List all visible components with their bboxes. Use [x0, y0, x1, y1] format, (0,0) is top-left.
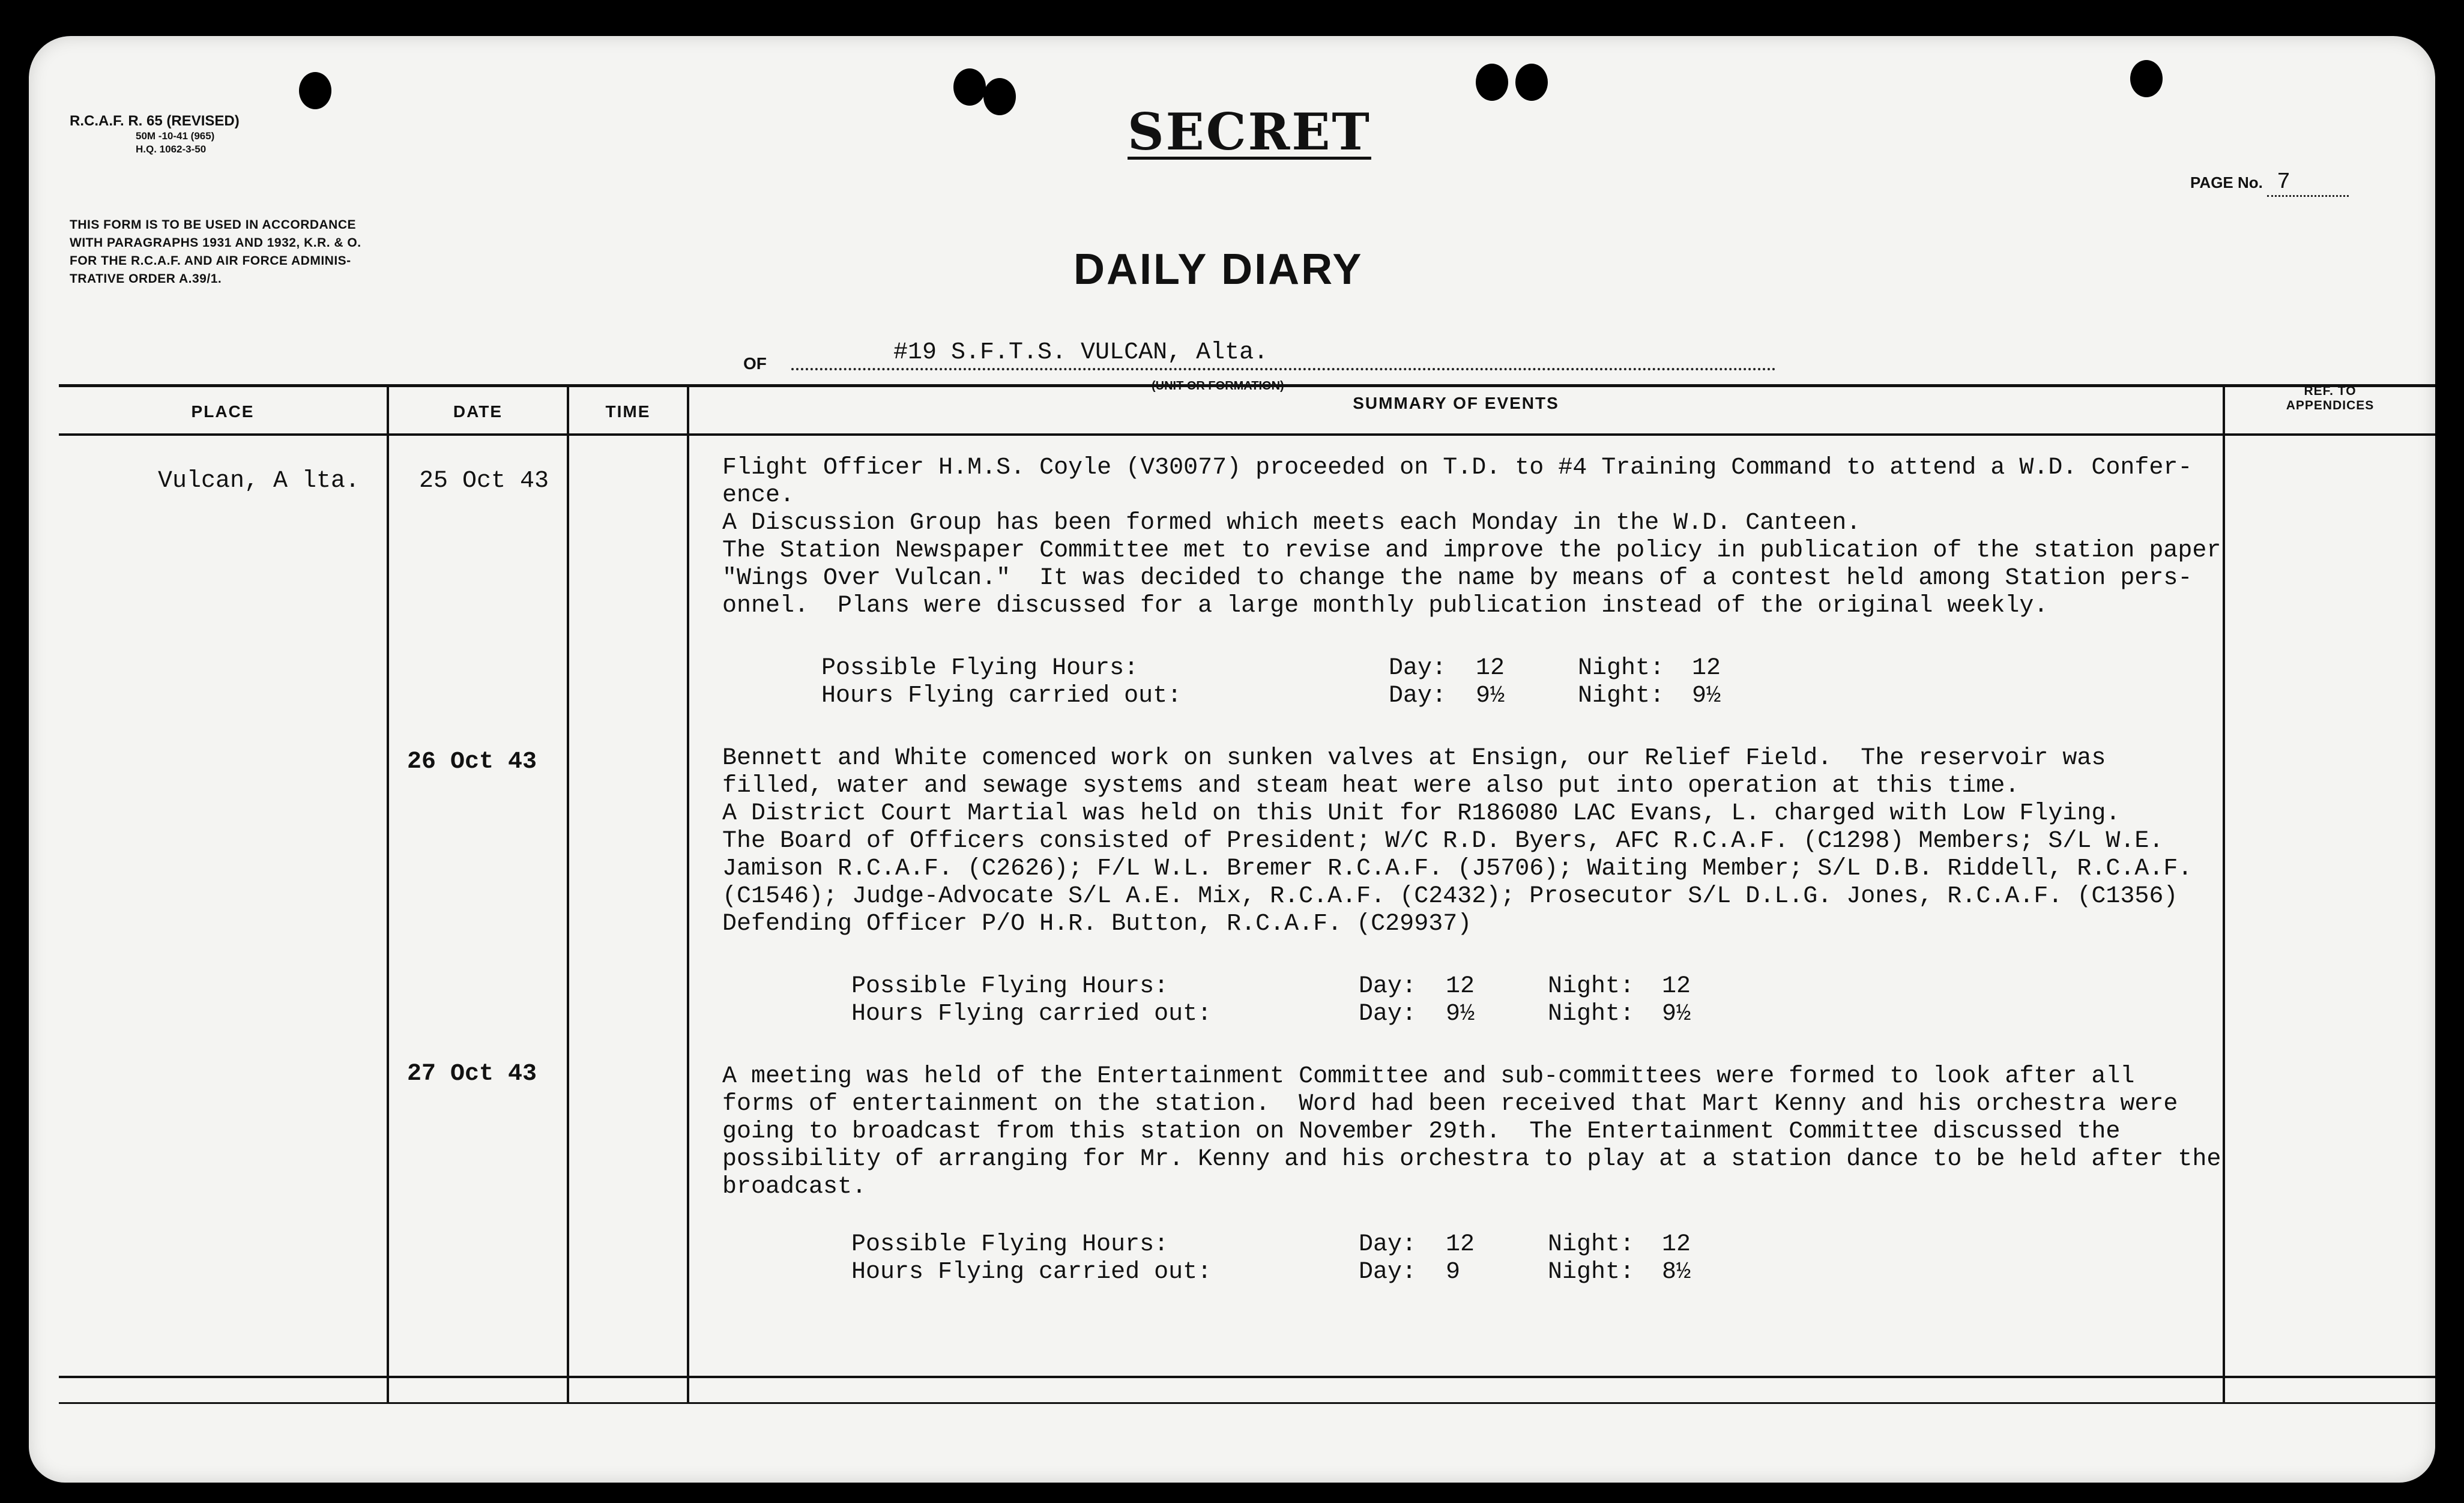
summary-line: "Wings Over Vulcan." It was decided to change the name by means of a contest held among Station pers-: [722, 565, 2193, 592]
night-label: Night:: [1548, 1231, 1635, 1258]
carried-night-value: 8½: [1662, 1259, 1691, 1286]
night-label: Night:: [1578, 682, 1665, 709]
punch-hole-5: [1515, 64, 1548, 101]
day-label: Day:: [1359, 1001, 1417, 1028]
possible-night-value: 12: [1692, 655, 1721, 682]
summary-line: A Discussion Group has been formed which meets each Monday in the W.D. Canteen.: [722, 510, 1861, 537]
possible-hours-label: Possible Flying Hours:: [851, 973, 1169, 1000]
form-reference: [70, 113, 240, 156]
table-top-rule: [59, 384, 2435, 387]
form-ref-line1: R.C.A.F. R. 65 (REVISED): [70, 113, 240, 129]
night-label: Night:: [1548, 1259, 1635, 1286]
summary-line: Defending Officer P/O H.R. Button, R.C.A.F. (C29937): [722, 911, 1472, 938]
possible-day-value: 12: [1446, 1231, 1475, 1258]
page-number: [2190, 169, 2349, 197]
entry-date: 26 Oct 43: [407, 748, 537, 776]
day-label: Day:: [1389, 655, 1447, 682]
summary-line: going to broadcast from this station on November 29th. The Entertainment Committee discussed the: [722, 1118, 2121, 1145]
summary-line: forms of entertainment on the station. Word had been received that Mart Kenny and his orchestra were: [722, 1091, 2178, 1118]
table-header-rule: [59, 433, 2435, 436]
instruction-line: THIS FORM IS TO BE USED IN ACCORDANCE: [70, 218, 357, 232]
column-header-summary: SUMMARY OF EVENTS: [1353, 394, 1559, 412]
possible-hours-label: Possible Flying Hours:: [821, 655, 1139, 682]
table-footer-rule: [59, 1402, 2435, 1404]
summary-line: Flight Officer H.M.S. Coyle (V30077) proceeded on T.D. to #4 Training Command to attend a W.D. Confer-: [722, 454, 2193, 481]
page-title: DAILY DIARY: [1073, 245, 1363, 294]
table-bottom-rule: [59, 1376, 2435, 1378]
punch-hole-6: [2130, 60, 2163, 97]
day-label: Day:: [1359, 973, 1417, 1000]
form-ref-line3: H.Q. 1062-3-50: [136, 143, 207, 155]
ref-header-line1: REF. TO: [2304, 384, 2357, 398]
summary-line: onnel. Plans were discussed for a large monthly publication instead of the original weekly.: [722, 592, 2049, 619]
carried-day-value: 9½: [1476, 682, 1505, 709]
entry-date: 27 Oct 43: [407, 1061, 537, 1088]
punch-hole-3: [983, 78, 1016, 115]
day-label: Day:: [1359, 1259, 1417, 1286]
possible-night-value: 12: [1662, 1231, 1691, 1258]
summary-line: The Board of Officers consisted of President; W/C R.D. Byers, AFC R.C.A.F. (C1298) Members; S/L W.E.: [722, 828, 2164, 855]
column-header-ref: [2225, 384, 2435, 413]
possible-day-value: 12: [1446, 973, 1475, 1000]
carried-hours-label: Hours Flying carried out:: [851, 1001, 1212, 1028]
classification-heading: SECRET: [1128, 102, 1371, 161]
carried-night-value: 9½: [1662, 1001, 1691, 1028]
day-label: Day:: [1389, 682, 1447, 709]
column-header-date: DATE: [453, 402, 503, 421]
column-divider-time: [687, 384, 689, 1402]
possible-day-value: 12: [1476, 655, 1505, 682]
unit-field: #19 S.F.T.S. VULCAN, Alta.: [791, 339, 1776, 370]
column-divider-summary: [2223, 384, 2225, 1402]
entry-place: Vulcan, A lta.: [158, 468, 360, 495]
day-label: Day:: [1359, 1231, 1417, 1258]
form-instructions: [70, 216, 361, 288]
entry-date: 25 Oct 43: [419, 468, 549, 495]
instruction-line: FOR THE R.C.A.F. AND AIR FORCE ADMINIS-: [70, 254, 351, 268]
carried-day-value: 9½: [1446, 1001, 1475, 1028]
carried-hours-label: Hours Flying carried out:: [851, 1259, 1212, 1286]
column-divider-place: [387, 384, 389, 1402]
night-label: Night:: [1548, 973, 1635, 1000]
carried-night-value: 9½: [1692, 682, 1721, 709]
instruction-line: TRATIVE ORDER A.39/1.: [70, 272, 222, 286]
summary-line: A District Court Martial was held on this Unit for R186080 LAC Evans, L. charged with Low Flying.: [722, 800, 2121, 827]
column-header-place: PLACE: [191, 402, 255, 421]
column-header-time: TIME: [605, 402, 651, 421]
punch-hole-1: [299, 72, 331, 109]
night-label: Night:: [1578, 655, 1665, 682]
summary-line: The Station Newspaper Committee met to revise and improve the policy in publication of the station paper: [722, 537, 2221, 564]
punch-hole-2: [953, 68, 986, 106]
punch-hole-4: [1476, 64, 1508, 101]
summary-line: (C1546); Judge-Advocate S/L A.E. Mix, R.C.A.F. (C2432); Prosecutor S/L D.L.G. Jones, R.C.A.F. (C1356): [722, 883, 2178, 910]
night-label: Night:: [1548, 1001, 1635, 1028]
summary-line: broadcast.: [722, 1173, 867, 1200]
instruction-line: WITH PARAGRAPHS 1931 AND 1932, K.R. & O.: [70, 236, 361, 250]
carried-hours-label: Hours Flying carried out:: [821, 682, 1182, 709]
form-ref-line2: 50M -10-41 (965): [136, 130, 215, 142]
of-label: OF: [743, 354, 767, 373]
column-divider-date: [567, 384, 569, 1402]
summary-line: filled, water and sewage systems and steam heat were also put into operation at this time.: [722, 773, 2020, 800]
summary-line: Jamison R.C.A.F. (C2626); F/L W.L. Bremer R.C.A.F. (J5706); Waiting Member; S/L D.B. Riddell, R.C.A.F.: [722, 855, 2193, 882]
diary-sheet: [29, 36, 2435, 1483]
carried-day-value: 9: [1446, 1259, 1461, 1286]
possible-hours-label: Possible Flying Hours:: [851, 1231, 1169, 1258]
page-value: 7: [2267, 169, 2349, 197]
summary-line: Bennett and White comenced work on sunken valves at Ensign, our Relief Field. The reservoir was: [722, 745, 2106, 772]
summary-line: possibility of arranging for Mr. Kenny and his orchestra to play at a station dance to be held after the: [722, 1146, 2221, 1173]
summary-line: ence.: [722, 482, 795, 509]
ref-header-line2: APPENDICES: [2286, 399, 2375, 412]
page-label: PAGE No.: [2190, 173, 2263, 191]
possible-night-value: 12: [1662, 973, 1691, 1000]
summary-line: A meeting was held of the Entertainment Committee and sub-committees were formed to look after all: [722, 1063, 2135, 1090]
